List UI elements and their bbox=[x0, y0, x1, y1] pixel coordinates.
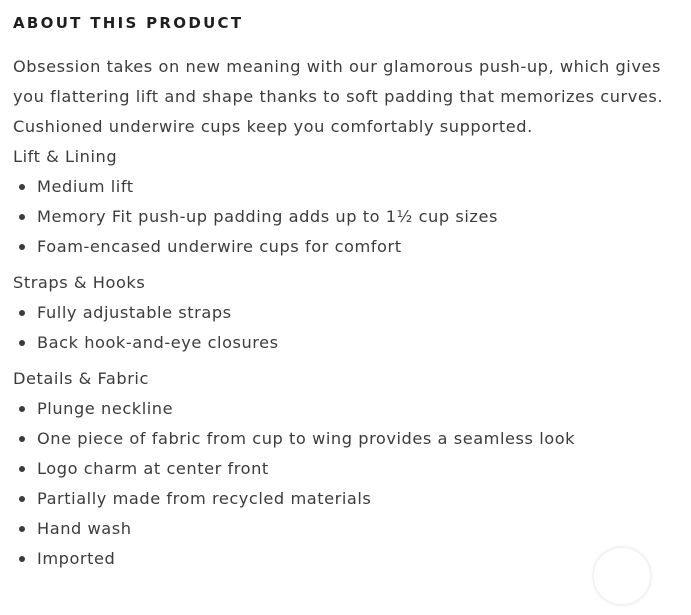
list-item bbox=[13, 202, 673, 232]
list-item-text: Back hook-and-eye closures bbox=[37, 333, 279, 352]
list-item-text: Plunge neckline bbox=[37, 399, 174, 418]
list-item bbox=[13, 484, 673, 514]
section-lift-lining bbox=[13, 142, 673, 262]
bullet-icon bbox=[19, 184, 25, 190]
list-item bbox=[13, 514, 673, 544]
section-title-straps-hooks: Straps & Hooks bbox=[13, 273, 146, 292]
list-item-text: Foam-encased underwire cups for comfort bbox=[37, 237, 402, 256]
feature-list-straps-hooks bbox=[13, 298, 673, 358]
list-item-text: One piece of fabric from cup to wing provides a seamless look bbox=[37, 429, 576, 448]
section-heading: ABOUT THIS PRODUCT bbox=[13, 14, 244, 32]
list-item-text: Hand wash bbox=[37, 519, 132, 538]
list-item bbox=[13, 394, 673, 424]
list-item bbox=[13, 232, 673, 262]
section-straps-hooks bbox=[13, 268, 673, 358]
feature-list-lift-lining bbox=[13, 172, 673, 262]
product-details-panel bbox=[13, 0, 673, 574]
bullet-icon bbox=[19, 436, 25, 442]
bullet-icon bbox=[19, 526, 25, 532]
list-item-text: Medium lift bbox=[37, 177, 134, 196]
section-title-lift-lining: Lift & Lining bbox=[13, 147, 118, 166]
product-description: Obsession takes on new meaning with our glamorous push-up, which gives you flattering lift and shape thanks to soft padding that memorizes curves. Cushioned underwire cups keep you comfortably supported. bbox=[13, 57, 664, 136]
list-item bbox=[13, 328, 673, 358]
list-item bbox=[13, 544, 673, 574]
bullet-icon bbox=[19, 340, 25, 346]
bullet-icon bbox=[19, 214, 25, 220]
feature-list-details-fabric bbox=[13, 394, 673, 574]
bullet-icon bbox=[19, 556, 25, 562]
floating-circle-button[interactable] bbox=[592, 546, 652, 606]
list-item bbox=[13, 172, 673, 202]
bullet-icon bbox=[19, 466, 25, 472]
list-item-text: Memory Fit push-up padding adds up to 1½ cup sizes bbox=[37, 207, 498, 226]
bullet-icon bbox=[19, 496, 25, 502]
section-title-details-fabric: Details & Fabric bbox=[13, 369, 149, 388]
list-item bbox=[13, 424, 673, 454]
list-item bbox=[13, 298, 673, 328]
list-item-text: Fully adjustable straps bbox=[37, 303, 232, 322]
bullet-icon bbox=[19, 244, 25, 250]
bullet-icon bbox=[19, 310, 25, 316]
list-item-text: Logo charm at center front bbox=[37, 459, 269, 478]
bullet-icon bbox=[19, 406, 25, 412]
list-item-text: Partially made from recycled materials bbox=[37, 489, 372, 508]
section-details-fabric bbox=[13, 364, 673, 574]
list-item-text: Imported bbox=[37, 549, 116, 568]
list-item bbox=[13, 454, 673, 484]
